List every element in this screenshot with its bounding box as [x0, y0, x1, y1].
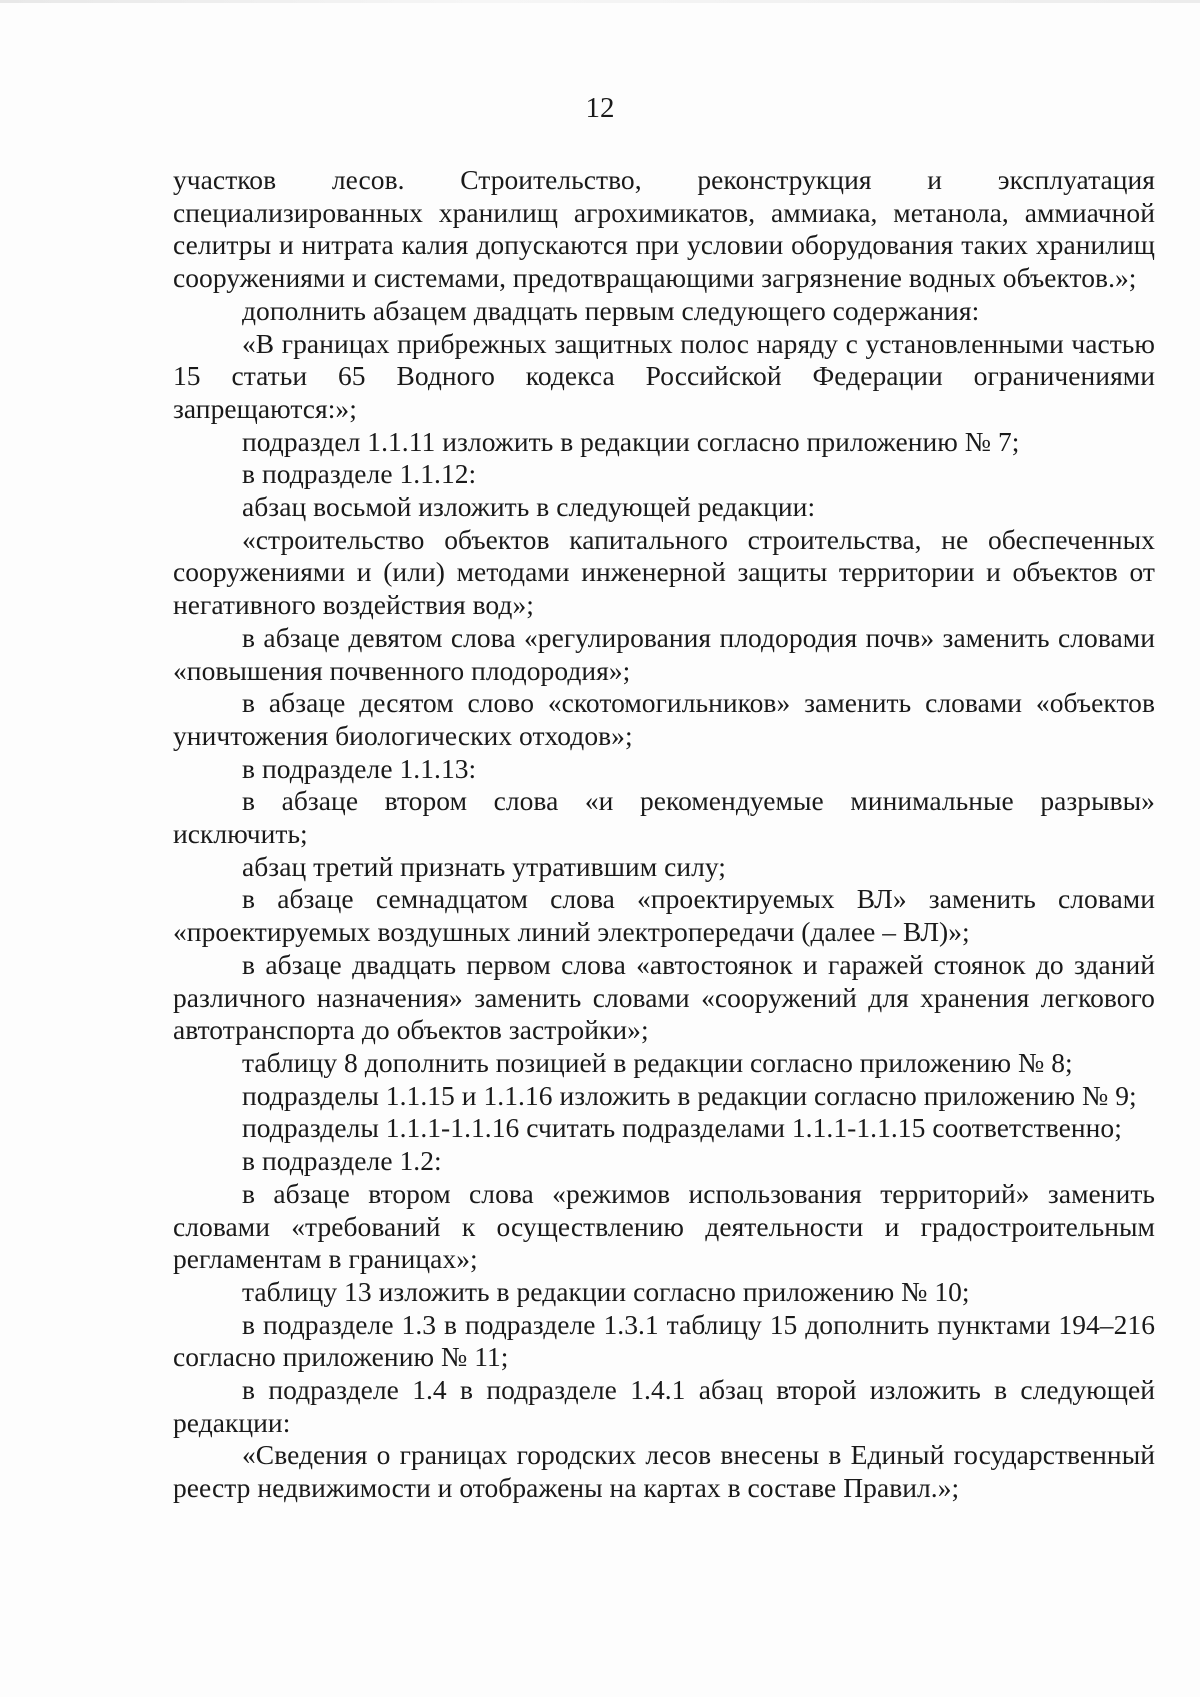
paragraph: таблицу 13 изложить в редакции согласно приложению № 10; [242, 1275, 970, 1307]
paragraph: «В границах прибрежных защитных полос наряду с установленными частью 15 статьи 65 Водного кодекса Российской Федерации ограничениями запрещаются:»; [173, 327, 1155, 424]
paragraph: в абзаце втором слова «режимов использования территорий» заменить словами «требований к осуществлению деятельности и градостроительным регламентам в границах»; [173, 1177, 1155, 1275]
paragraph: таблицу 8 дополнить позицией в редакции согласно приложению № 8; [242, 1046, 1073, 1078]
paragraph: подразделы 1.1.1-1.1.16 считать подразделами 1.1.1-1.1.15 соответственно; [242, 1112, 1122, 1144]
paragraph: участков лесов. Строительство, реконструкция и эксплуатация специализированных хранилищ агрохимикатов, аммиака, метанола, аммиачной селитры и нитрата калия допускаются при условии оборудования таких хранилищ сооружениями и системами, предотвращающими загрязнение водных объектов.»; [173, 164, 1155, 294]
paragraph: в абзаце семнадцатом слова «проектируемых ВЛ» заменить словами «проектируемых воздушных линий электропередачи (далее – ВЛ)»; [173, 883, 1155, 948]
paragraph: абзац восьмой изложить в следующей редакции: [242, 491, 816, 523]
paragraph: в подразделе 1.4 в подразделе 1.4.1 абзац второй изложить в следующей редакции: [173, 1374, 1155, 1438]
page-number: 12 [585, 92, 615, 124]
paragraph: подраздел 1.1.11 изложить в редакции согласно приложению № 7; [242, 425, 1020, 457]
paragraph: в абзаце девятом слова «регулирования плодородия почв» заменить словами «повышения почвенного плодородия»; [173, 621, 1155, 686]
paragraph: в подразделе 1.1.13: [242, 752, 477, 784]
paragraph: в абзаце десятом слово «скотомогильников» заменить словами «объектов уничтожения биологических отходов»; [173, 687, 1155, 751]
paragraph: в подразделе 1.2: [242, 1145, 442, 1177]
paragraph: «строительство объектов капитального строительства, не обеспеченных сооружениями и (или) методами инженерной защиты территории и объектов от негативного воздействия вод»; [173, 523, 1155, 621]
paragraph: дополнить абзацем двадцать первым следующего содержания: [242, 294, 980, 326]
paragraph: абзац третий признать утратившим силу; [242, 850, 726, 882]
paragraph: в подразделе 1.3 в подразделе 1.3.1 таблицу 15 дополнить пунктами 194–216 согласно приложению № 11; [173, 1308, 1155, 1373]
scan-edge [0, 0, 1200, 3]
paragraph: «Сведения о границах городских лесов внесены в Единый государственный реестр недвижимости и отображены на картах в составе Правил.»; [173, 1439, 1155, 1504]
paragraph: подразделы 1.1.15 и 1.1.16 изложить в редакции согласно приложению № 9; [242, 1079, 1137, 1111]
paragraph: в абзаце втором слова «и рекомендуемые минимальные разрывы» исключить; [173, 785, 1155, 850]
paragraph: в абзаце двадцать первом слова «автостоянок и гаражей стоянок до зданий различного назначения» заменить словами «сооружений для хранения легкового автотранспорта до объектов застройки»; [173, 948, 1155, 1046]
paragraph: в подразделе 1.1.12: [242, 458, 477, 490]
document-body [173, 164, 1155, 1505]
